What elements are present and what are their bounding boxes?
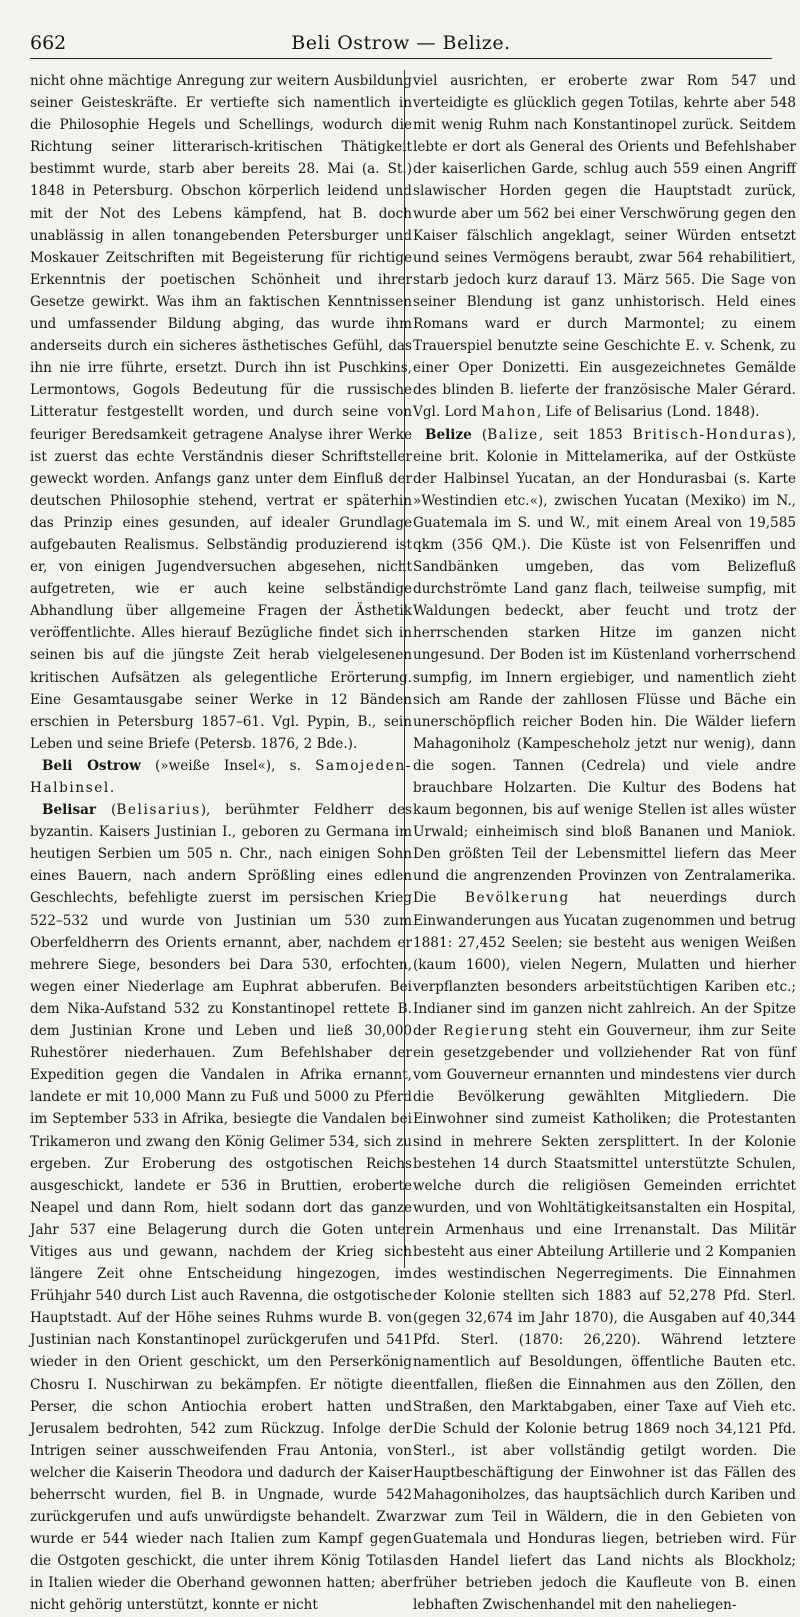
entry-text: (»weiße Insel«), s. — [140, 757, 316, 774]
alias-name: Balize — [487, 426, 539, 443]
headword-belize: Belize — [425, 426, 472, 443]
entry-text: steht ein Gouverneur, ihm zur Seite ein gesetzgebender und vollziehender Rat von fünf vom Gouverneur ernannten und mindestens vier durch die Bevölkerung gewählten Mitgliedern. Die Einwohner sind zumeist Katholiken; die Protestanten sind in mehrere Sekten zersplittert. In der Kolonie bestehen 14 durch Staatsmittel unterstützte Schulen, welche durch die religiösen Gemeinden errichtet wurden, und von Wohltätigkeitsanstalten ein Hospital, ein Armenhaus und eine Irrenanstalt. Das Militär besteht aus einer Abteilung Artillerie und 2 Kompanien des westindischen Negerregiments. Die Einnahmen der Kolonie stellten sich 1883 auf 52,278 Pfd. Sterl. (gegen 32,674 im Jahr 1870), die Ausgaben auf 40,344 Pfd. Sterl. (1870: 26,220). Während letztere namentlich auf Besoldungen, öffentliche Bauten etc. entfallen, fließen die Einnahmen aus den Zöllen, den Straßen, den Marktabgaben, einer Taxe auf Vieh etc. Die Schuld der Kolonie betrug 1869 noch 34,121 Pfd. Sterl., ist aber vollständig getilgt worden. Die Hauptbeschäftigung der Einwohner ist das Fällen des Mahagoniholzes, das hauptsächlich durch Kariben und zwar zum Teil in Wäldern, die in den Gebieten von Guatemala und Honduras liegen, betrieben wird. Für den Handel liefert das Land nichts als Blockholz; früher betrieben jedoch die Kaufleute von B. einen lebhaften Zwischenhandel mit den naheliegen- — [413, 1023, 796, 1614]
latin-name: Belisarius — [116, 802, 201, 819]
belisar-continuation — [413, 70, 796, 424]
entry-text: viel ausrichten, er eroberte zwar Rom 547 und verteidigte es glücklich gegen Totilas, kehrte aber 548 mit wenig Ruhm nach Konstantinopel zurück. Seitdem lebte er dort als General des Orients und Befehlshaber der kaiserlichen Garde, schlug auch 559 einen Angriff slawischer Horden gegen die Hauptstadt zurück, wurde aber um 562 bei einer Verschwörung gegen den Kaiser fälschlich angeklagt, seiner Würden entsetzt und seines Vermögens beraubt, zwar 564 rehabilitiert, starb jedoch kurz darauf 13. März 565. Die Sage von seiner Blendung ist ganz unhistorisch. Held eines Romans ward er durch Marmontel; zu einem Trauerspiel benutzte seine Geschichte E. v. Schenk, zu einer Oper Donizetti. Ein ausgezeichnetes Gemälde des blinden B. lieferte der französische Maler Gérard. Vgl. Lord — [413, 73, 796, 421]
entry-text: , seit 1853 — [538, 426, 633, 443]
entry-belize — [413, 424, 796, 1617]
entry-text: hat neuerdings durch Einwanderungen aus Yucatan zugenommen und betrug 1881: 27,452 Seelen; sie besteht aus wenigen Weißen (kaum 1600), vielen Negern, Mulatten und hierher verpflanzten besonders arbeitstüchtigen Kariben etc.; Indianer sind im ganzen nicht zahlreich. An der Spitze der — [413, 890, 796, 1040]
entry-beli-ostrow — [30, 755, 412, 799]
headword-belisar: Belisar — [42, 802, 97, 819]
cross-reference: Samojeden-Halbinsel — [30, 757, 412, 796]
entry-text: , Life of Belisarius (Lond. 1848). — [536, 404, 760, 421]
entry-text: . — [109, 780, 115, 796]
entry-text: ), berühmter Feldherr des byzantin. Kaisers Justinian I., geboren zu Germana im heutigen Serbien um 505 n. Chr., nach einigen Sohn eines Bauern, nach andern Sprößling eines edlen Geschlechts, befehligte zuerst im persischen Krieg 522–532 und wurde von Justinian um 530 zum Oberfeldherrn des Orients ernannt, aber, nachdem er mehrere Siege, besonders bei Dara 530, erfochten, wegen einer Niederlage am Euphrat abberufen. Bei dem Nika-Aufstand 532 zu Konstantinopel rettete B. dem Justinian Krone und Leben und ließ 30,000 Ruhestörer niederhauen. Zum Befehlshaber der Expedition gegen die Vandalen in Afrika ernannt, landete er mit 10,000 Mann zu Fuß und 5000 zu Pferd im September 533 in Afrika, besiegte die Vandalen bei Trikameron und zwang den König Gelimer 534, sich zu ergeben. Zur Eroberung des ostgotischen Reichs ausgeschickt, landete er 536 in Bruttien, eroberte Neapel und dann Rom, hielt sodann dort das ganze Jahr 537 eine Belagerung durch die Goten unter Vitiges aus und gewann, nachdem der Krieg sich längere Zeit ohne Entscheidung hingezogen, im Frühjahr 540 durch List auch Ravenna, die ostgotische Hauptstadt. Auf der Höhe seines Ruhms wurde B. von Justinian nach Konstantinopel zurückgerufen und 541 wieder in den Orient geschickt, um den Perserkönig Chosru I. Nuschirwan zu bekämpfen. Er nötigte die Perser, die schon Antiochia erobert hatten und Jerusalem bedrohten, 542 zum Rückzug. Infolge der Intrigen seiner ausschweifenden Frau Antonia, von welcher die Kaiserin Theodora und dadurch der Kaiser beherrscht wurden, fiel B. in Ungnade, wurde 542 zurückgerufen und aufs unwürdigste behandelt. Zwar wurde er 544 wieder nach Italien zum Kampf gegen die Ostgoten geschickt, die unter ihrem König Totilas in Italien wieder die Oberhand gewonnen hatten; aber nicht gehörig unterstützt, konnte er nicht — [30, 802, 413, 1614]
colony-name: Britisch-Honduras — [632, 426, 787, 443]
entry-text: ), eine brit. Kolonie in Mittelamerika, auf der Ostküste der Halbinsel Yucatan, an der Hondurasbai (s. Karte »Westindien etc.«), zwischen Yucatan (Mexiko) im N., Guatemala im S. und W., mit einem Areal von 19,585 qkm (356 QM.). Die Küste ist von Felsenriffen und Sandbänken umgeben, das vom Belizefluß durchströmte Land ganz flach, teilweise sumpfig, mit Waldungen bedeckt, aber feucht und trotz der herrschenden starken Hitze im ganzen nicht ungesund. Der Boden ist im Küstenland vorherrschend sumpfig, im Innern ergiebiger, und namentlich zieht sich am Rande der zahllosen Flüsse und Bäche ein unerschöpflich reicher Boden hin. Die Wälder liefern Mahagoniholz (Kampescheholz jetzt nur wenig), dann die sogen. Tannen (Cedrela) und viele andre brauchbare Holzarten. Die Kultur des Bodens hat kaum begonnen, bis auf wenige Stellen ist alles wüster Urwald; einheimisch sind bloß Bananen und Maniok. Den größten Teil der Lebensmittel liefern das Meer und die angrenzenden Provinzen von Zentralamerika. Die — [413, 426, 797, 907]
page-number: 662 — [30, 32, 67, 54]
entry-belisar — [30, 799, 412, 1616]
author-name: Mahon — [481, 404, 537, 421]
section-keyword-bevoelkerung: Bevölkerung — [464, 890, 570, 907]
entry-text: ( — [471, 426, 488, 443]
section-keyword-regierung: Regierung — [443, 1023, 530, 1040]
headword-beli-ostrow: Beli Ostrow — [42, 757, 141, 774]
belinski-continuation: nicht ohne mächtige Anregung zur weitern Ausbildung seiner Geisteskräfte. Er vertiefte sich namentlich in die Philosophie Hegels und Schellings, wodurch die Richtung seiner litterarisch-kritischen Thätigkeit bestimmt wurde, starb aber bereits 28. Mai (a. St.) 1848 in Petersburg. Obschon körperlich leidend und mit der Not des Lebens kämpfend, hat B. doch unablässig in allen tonangebenden Petersburger und Moskauer Zeitschriften mit Begeisterung für richtige Erkenntnis der poetischen Schönheit und ihrer Gesetze gewirkt. Was ihm an faktischen Kenntnissen und umfassender Bildung abging, das wurde ihm anderseits durch ein sicheres ästhetisches Gefühl, das ihn nie irre führte, ersetzt. Durch ihn ist Puschkins, Lermontows, Gogols Bedeutung für die russische Litteratur festgestellt worden, und durch seine von feuriger Beredsamkeit getragene Analyse ihrer Werke ist zuerst das echte Verständnis dieser Schriftsteller geweckt worden. Anfangs ganz unter dem Einfluß der deutschen Philosophie stehend, vertrat er späterhin das Prinzip eines gesunden, auf idealer Grundlage aufgebauten Realismus. Selbständig produzierend ist er, von einigen Jugendversuchen abgesehen, nicht aufgetreten, wie er auch keine selbständige Abhandlung über allgemeine Fragen der Ästhetik veröffentlichte. Alles hierauf Bezügliche findet sich in seinen bis auf die jüngste Zeit herab vielgelesenen kritischen Aufsätzen als gelegentliche Erörterung. Eine Gesamtausgabe seiner Werke in 12 Bänden erschien in Petersburg 1857–61. Vgl. Pypin, B., sein Leben und seine Briefe (Petersb. 1876, 2 Bde.). — [30, 73, 412, 752]
page-title: Beli Ostrow — Belize. — [291, 32, 511, 54]
left-column — [30, 70, 413, 1614]
right-column — [413, 70, 797, 1614]
running-header — [30, 28, 772, 59]
column-divider — [404, 70, 405, 1268]
entry-text: ( — [96, 802, 117, 819]
